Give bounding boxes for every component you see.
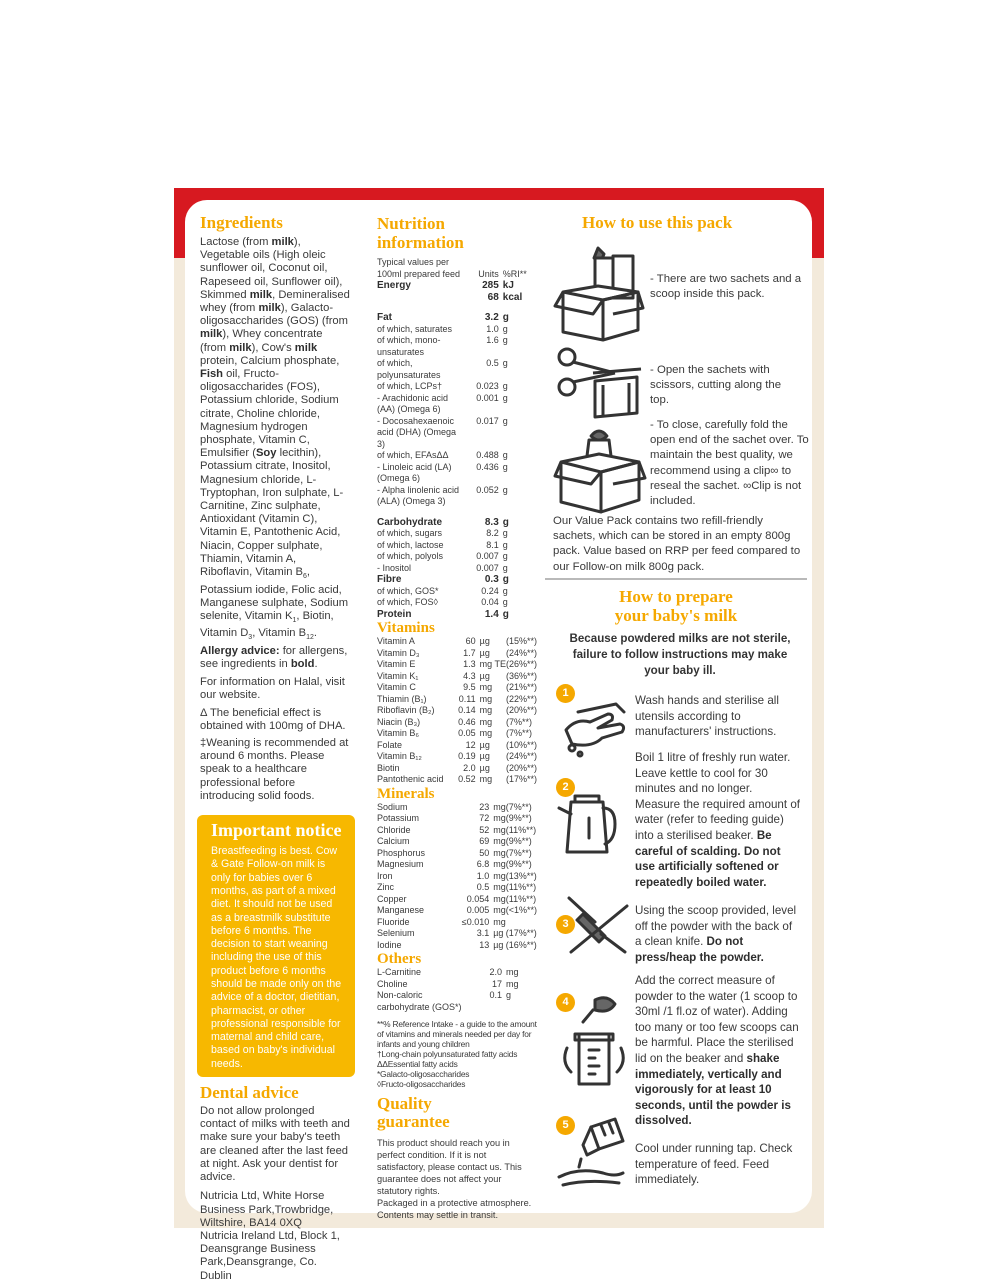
nutrient-value: 3.2 <box>465 303 503 324</box>
value-pack-text: Our Value Pack contains two refill-friendly sachets, which can be stored in an empty 800g pack. Value based on RRP per feed compared to our Follow-on milk 800g pack. <box>553 514 808 575</box>
nutrient-unit: g <box>503 393 537 416</box>
nutrient-unit: mg <box>493 848 506 860</box>
nutrient-label: Vitamin B₁₂ <box>377 751 458 763</box>
nutrient-ri: (11%**) <box>506 882 537 894</box>
left-column <box>200 214 350 1283</box>
nutrient-row <box>377 586 537 598</box>
nutrient-row <box>377 940 537 952</box>
nutrient-ri <box>506 917 537 929</box>
nutrient-value: 0.005 <box>462 905 493 917</box>
nutrient-ri: (7%**) <box>506 848 537 860</box>
nutrient-value: 8.1 <box>465 540 503 552</box>
nutrient-value: 0.3 <box>465 574 503 586</box>
address-ie: Nutricia Ireland Ltd, Block 1, Deansgrange Business Park,Deansgrange, Co. Dublin <box>200 1230 350 1283</box>
nutrient-row <box>377 882 537 894</box>
important-notice-title: Important notice <box>211 821 345 839</box>
nutrient-label: Chloride <box>377 825 462 837</box>
weaning-note: ‡Weaning is recommended at around 6 months. Please speak to a healthcare professional before introducing solid foods. <box>200 737 350 803</box>
nutrient-value: 0.24 <box>465 586 503 598</box>
nutrient-unit: g <box>503 540 537 552</box>
nutrient-ri: (21%**) <box>506 682 537 694</box>
use-step-2-text: - Open the sachets with scissors, cutting along the top. <box>650 363 800 409</box>
nutrient-unit: mg <box>480 682 506 694</box>
footnote-ri: **% Reference Intake - a guide to the amount of vitamins and minerals needed per day for infants and young children <box>377 1019 537 1049</box>
nutrient-row <box>377 979 537 991</box>
nutrient-unit: mg <box>480 705 506 717</box>
nutrient-row <box>377 659 537 671</box>
nutrient-unit: mg <box>493 813 506 825</box>
nutrient-ri: (11%**) <box>506 825 537 837</box>
nutrient-label: Vitamin E <box>377 659 458 671</box>
nutrient-row <box>377 740 537 752</box>
nutrient-row <box>377 928 537 940</box>
nutrition-title: Nutrition information <box>377 214 537 252</box>
nutrient-row <box>377 671 537 683</box>
nutrient-unit: mg <box>480 717 506 729</box>
nutrient-unit: g <box>503 416 537 451</box>
how-to-use-title: How to use this pack <box>582 214 732 231</box>
nutrient-row <box>377 774 537 786</box>
nutrient-unit: g <box>503 563 537 575</box>
nutrient-value: 72 <box>462 813 493 825</box>
nutrient-unit: mg TE <box>480 659 506 671</box>
nutrient-unit: µg <box>480 751 506 763</box>
use-step-1-text: - There are two sachets and a scoop inside this pack. <box>650 272 810 302</box>
nutrient-label: Fluoride <box>377 917 462 929</box>
nutrient-value: 13 <box>462 940 493 952</box>
nutrient-label: Zinc <box>377 882 462 894</box>
scissors-icon <box>553 343 643 423</box>
nutrient-unit: mg <box>493 859 506 871</box>
footnote-efa: ΔΔEssential fatty acids <box>377 1059 537 1069</box>
minerals-table <box>377 802 537 952</box>
nutrient-label: Vitamin A <box>377 636 458 648</box>
nutrient-value: 0.1 <box>465 990 506 1013</box>
nutrient-unit: kJ <box>503 280 537 292</box>
nutrient-row <box>377 763 537 775</box>
nutrient-unit: g <box>503 303 537 324</box>
kettle-icon <box>557 788 617 858</box>
nutrient-row <box>377 462 537 485</box>
nutrient-label: Vitamin K₁ <box>377 671 458 683</box>
nutrient-label: - Linoleic acid (LA) (Omega 6) <box>377 462 465 485</box>
nutrient-unit: mg <box>506 967 537 979</box>
nutrient-value: 50 <box>462 848 493 860</box>
nutrient-label: Niacin (B₃) <box>377 717 458 729</box>
nutrient-row <box>377 381 537 393</box>
nutrient-row <box>377 990 537 1013</box>
nutrient-label: of which, GOS* <box>377 586 465 598</box>
nutrient-label: Iron <box>377 871 462 883</box>
vitamins-table <box>377 636 537 786</box>
nutrient-label: - Inositol <box>377 563 465 575</box>
nutrient-ri: (20%**) <box>506 763 537 775</box>
nutrient-label: Biotin <box>377 763 458 775</box>
nutrient-unit: mg <box>493 871 506 883</box>
nutrition-table <box>377 257 537 620</box>
vitamins-title: Vitamins <box>377 621 537 636</box>
nutrient-value: 1.0 <box>465 324 503 336</box>
prepare-step-3-text: Using the scoop provided, level off the powder with the back of a clean knife. Do not press/heap the powder. <box>635 903 800 965</box>
nutrient-unit: mg <box>493 894 506 906</box>
nutrient-value: ≤0.010 <box>462 917 493 929</box>
nutrient-label: Thiamin (B₁) <box>377 694 458 706</box>
nutrient-unit: kcal <box>503 292 537 304</box>
nutrient-unit: mg <box>506 979 537 991</box>
nutrient-value: 1.6 <box>465 335 503 358</box>
nutrient-ri: (10%**) <box>506 740 537 752</box>
nutrient-value: 0.488 <box>465 450 503 462</box>
nutrient-row <box>377 894 537 906</box>
nutrient-unit: g <box>503 462 537 485</box>
beaker-scoop-icon <box>559 992 629 1092</box>
wash-hands-icon <box>558 690 630 760</box>
nutrient-ri: (11%**) <box>506 894 537 906</box>
back-panel <box>185 200 812 1213</box>
nutrient-value: 0.05 <box>458 728 480 740</box>
nutrient-value: 0.054 <box>462 894 493 906</box>
sachet-clip-icon <box>553 426 645 514</box>
nutrient-value: 2.0 <box>465 967 506 979</box>
nutrient-value: 0.436 <box>465 462 503 485</box>
nutrient-ri: (24%**) <box>506 648 537 660</box>
step-1-badge: 1 <box>556 684 575 703</box>
nutrient-label: Riboflavin (B₂) <box>377 705 458 717</box>
nutrient-value: 23 <box>462 802 493 814</box>
nutrient-row <box>377 528 537 540</box>
nutrient-label: Potassium <box>377 813 462 825</box>
nutrient-label: of which, mono-unsaturates <box>377 335 465 358</box>
nutrient-unit: g <box>503 381 537 393</box>
nutrient-label: - Alpha linolenic acid (ALA) (Omega 3) <box>377 485 465 508</box>
nutrient-ri: (9%**) <box>506 859 537 871</box>
nutrient-value: 1.3 <box>458 659 480 671</box>
nutrient-value: 52 <box>462 825 493 837</box>
nutrient-unit: µg <box>480 648 506 660</box>
nutrient-value: 0.52 <box>458 774 480 786</box>
nutrient-unit: g <box>506 990 537 1013</box>
prepare-step-5-text: Cool under running tap. Check temperature of feed. Feed immediately. <box>635 1141 800 1188</box>
ingredients-title: Ingredients <box>200 214 350 231</box>
nutrient-value: 12 <box>458 740 480 752</box>
nutrient-value: 0.052 <box>465 485 503 508</box>
halal-note: For information on Halal, visit our website. <box>200 676 350 702</box>
prepare-step-4-text: Add the correct measure of powder to the water (1 scoop to 30ml /1 fl.oz of water). Adding too many or too few scoops can be harmful. Place the sterilised lid on the beaker and shake immediately, vertically and vigorously for at least 10 seconds, until the powder is dissolved. <box>635 973 800 1129</box>
nutrient-label: Vitamin D₃ <box>377 648 458 660</box>
nutrient-row <box>377 859 537 871</box>
nutrient-label: of which, LCPs† <box>377 381 465 393</box>
nutrient-value: 68 <box>465 292 503 304</box>
nutrient-row <box>377 717 537 729</box>
nutrient-label: Sodium <box>377 802 462 814</box>
nutrient-row <box>377 416 537 451</box>
nutrient-value: 1.7 <box>458 648 480 660</box>
important-notice-box <box>197 815 355 1077</box>
nutrient-value: 60 <box>458 636 480 648</box>
nutrient-value: 0.007 <box>465 563 503 575</box>
nutrient-unit: µg <box>480 636 506 648</box>
nutrient-value: 285 <box>465 280 503 292</box>
nutrient-row <box>377 648 537 660</box>
nutrient-row <box>377 335 537 358</box>
nutrient-unit: mg <box>493 882 506 894</box>
nutrient-value: 0.017 <box>465 416 503 451</box>
nutrition-header: Typical values per 100ml prepared feed Units %RI** <box>377 257 537 280</box>
nutrient-label: of which, polyunsaturates <box>377 358 465 381</box>
nutrient-label: Copper <box>377 894 462 906</box>
middle-column <box>377 214 537 1221</box>
nutrient-row <box>377 485 537 508</box>
nutrient-row <box>377 848 537 860</box>
nutrient-ri: (36%**) <box>506 671 537 683</box>
nutrient-row <box>377 682 537 694</box>
nutrient-ri: (17%**) <box>506 928 537 940</box>
nutrient-unit: g <box>503 485 537 508</box>
nutrient-unit: mg <box>480 728 506 740</box>
ingredients-text: Lactose (from milk), Vegetable oils (High oleic sunflower oil, Coconut oil, Rapeseed oil, Sunflower oil), Skimmed milk, Demineralised whey (from milk), Galacto-oligosaccharides (GOS) (from milk), Whey concentrate (from milk), Cow's milk protein, Calcium phosphate, Fish oil, Fructo-oligosaccharides (FOS), Potassium chloride, Sodium citrate, Choline chloride, Magnesium hydrogen phosphate, Vitamin C, Emulsifier (Soy lecithin), Potassium citrate, Inositol, Magnesium chloride, L-Tryptophan, Iron sulphate, L-Carnitine, Zinc sulphate, Antioxidant (Vitamin C), Vitamin E, Pantothenic Acid, Niacin, Copper sulphate, Thiamin, Vitamin A, Riboflavin, Vitamin $B_6$, Potassium iodide, Folic acid, Manganese sulphate, Sodium selenite, Vitamin $K_1$, Biotin, Vitamin $D_3$, Vitamin $B_{12}$. Allergy advice: for allergens, see ingredients in bold. <box>200 236 350 671</box>
nutrient-row <box>377 292 537 304</box>
nutrient-ri: (16%**) <box>506 940 537 952</box>
footnote-fos: ◊Fructo-oligosaccharides <box>377 1079 537 1089</box>
quality-text-1: This product should reach you in perfect condition. If it is not satisfactory, please contact us. This guarantee does not affect your statutory rights. <box>377 1137 537 1197</box>
nutrient-label: Fat <box>377 303 465 324</box>
nutrient-label: Choline <box>377 979 465 991</box>
dha-note: Δ The beneficial effect is obtained with 100mg of DHA. <box>200 707 350 733</box>
nutrition-footnotes <box>377 1019 537 1089</box>
nutrient-label: Protein <box>377 609 465 621</box>
footnote-lcp: †Long-chain polyunsaturated fatty acids <box>377 1049 537 1059</box>
footnote-gos: *Galacto-oligosaccharides <box>377 1069 537 1079</box>
nutrient-value: 8.2 <box>465 528 503 540</box>
nutrient-unit: g <box>503 450 537 462</box>
nutrient-label: Manganese <box>377 905 462 917</box>
nutrient-row <box>377 836 537 848</box>
nutrient-unit: g <box>503 609 537 621</box>
others-table <box>377 967 537 1013</box>
nutrient-row <box>377 917 537 929</box>
box-sachets-icon <box>553 240 643 345</box>
minerals-title: Minerals <box>377 787 537 802</box>
nutrient-row <box>377 551 537 563</box>
nutrient-value: 0.14 <box>458 705 480 717</box>
nutrient-unit: g <box>503 324 537 336</box>
others-title: Others <box>377 952 537 967</box>
nutrient-row <box>377 636 537 648</box>
nutrient-row <box>377 728 537 740</box>
nutrient-value: 8.3 <box>465 508 503 529</box>
nutrient-row <box>377 280 537 292</box>
nutrient-row <box>377 871 537 883</box>
nutrient-row <box>377 967 537 979</box>
nutrient-label: - Docosahexaenoic acid (DHA) (Omega 3) <box>377 416 465 451</box>
nutrient-unit: g <box>503 358 537 381</box>
how-to-prepare-title: How to prepare your baby's milk <box>545 587 807 625</box>
bottle-wrist-icon <box>557 1115 627 1190</box>
nutrient-row <box>377 324 537 336</box>
nutrient-row <box>377 563 537 575</box>
nutrient-label: Carbohydrate <box>377 508 465 529</box>
nutrient-label: of which, EFAsΔΔ <box>377 450 465 462</box>
nutrient-label: of which, lactose <box>377 540 465 552</box>
nutrient-label: Calcium <box>377 836 462 848</box>
nutrient-value: 69 <box>462 836 493 848</box>
nutrient-unit: mg <box>493 836 506 848</box>
nutrient-row <box>377 303 537 324</box>
nutrient-value: 0.04 <box>465 597 503 609</box>
nutrient-label: Non-caloric carbohydrate (GOS*) <box>377 990 465 1013</box>
step-2-badge: 2 <box>556 778 575 797</box>
nutrient-row <box>377 825 537 837</box>
nutrient-label: Iodine <box>377 940 462 952</box>
nutrient-value: 0.007 <box>465 551 503 563</box>
nutrient-row <box>377 751 537 763</box>
nutrient-value: 0.46 <box>458 717 480 729</box>
nutrient-unit: µg <box>493 928 506 940</box>
step-4-badge: 4 <box>556 993 575 1012</box>
quality-title: Quality guarantee <box>377 1095 537 1131</box>
nutrient-row <box>377 694 537 706</box>
nutrient-label <box>377 292 465 304</box>
nutrient-row <box>377 358 537 381</box>
step-3-badge: 3 <box>556 915 575 934</box>
nutrient-ri: (9%**) <box>506 836 537 848</box>
nutrient-ri: (7%**) <box>506 802 537 814</box>
nutrient-unit: mg <box>493 905 506 917</box>
nutrient-unit: g <box>503 551 537 563</box>
nutrient-unit: µg <box>493 940 506 952</box>
nutrient-label: of which, sugars <box>377 528 465 540</box>
nutrient-ri: (<1%**) <box>506 905 537 917</box>
address-uk: Nutricia Ltd, White Horse Business Park,Trowbridge, Wiltshire, BA14 0XQ <box>200 1190 350 1230</box>
dental-text: Do not allow prolonged contact of milks with teeth and make sure your baby's teeth are cleaned after the last feed at night. Ask your dentist for advice. <box>200 1105 350 1184</box>
nutrient-ri: (20%**) <box>506 705 537 717</box>
nutrient-value: 6.8 <box>462 859 493 871</box>
section-divider <box>545 578 807 580</box>
nutrient-value: 0.001 <box>465 393 503 416</box>
nutrient-value: 2.0 <box>458 763 480 775</box>
nutrient-row <box>377 574 537 586</box>
nutrient-row <box>377 450 537 462</box>
knife-scoop-icon <box>561 892 631 962</box>
nutrient-unit: mg <box>493 825 506 837</box>
nutrient-unit: mg <box>493 917 506 929</box>
nutrient-row <box>377 813 537 825</box>
prepare-step-2-text: Boil 1 litre of freshly run water. Leave kettle to cool for 30 minutes and no longer. Measure the required amount of water (refer to feeding guide) into a sterilised beaker. Be careful of scalding. Do not use artificially softened or repeatedly boiled water. <box>635 750 800 890</box>
nutrient-label: Fibre <box>377 574 465 586</box>
nutrient-unit: g <box>503 586 537 598</box>
nutrient-unit: g <box>503 574 537 586</box>
nutrient-ri: (7%**) <box>506 717 537 729</box>
nutrient-unit: µg <box>480 763 506 775</box>
nutrient-label: - Arachidonic acid (AA) (Omega 6) <box>377 393 465 416</box>
step-5-badge: 5 <box>556 1116 575 1135</box>
nutrient-value: 1.0 <box>462 871 493 883</box>
nutrient-ri: (13%**) <box>506 871 537 883</box>
nutrient-row <box>377 393 537 416</box>
nutrient-ri: (17%**) <box>506 774 537 786</box>
nutrient-value: 0.19 <box>458 751 480 763</box>
nutrient-label: Vitamin B₆ <box>377 728 458 740</box>
nutrient-row <box>377 609 537 621</box>
nutrient-unit: g <box>503 508 537 529</box>
nutrient-unit: µg <box>480 740 506 752</box>
quality-text-2: Packaged in a protective atmosphere. Contents may settle in transit. <box>377 1197 537 1221</box>
nutrient-value: 0.11 <box>458 694 480 706</box>
nutrient-label: L-Carnitine <box>377 967 465 979</box>
right-column <box>545 200 807 1213</box>
nutrient-label: Selenium <box>377 928 462 940</box>
nutrient-unit: g <box>503 597 537 609</box>
nutrient-value: 1.4 <box>465 609 503 621</box>
nutrient-label: of which, saturates <box>377 324 465 336</box>
nutrient-unit: g <box>503 335 537 358</box>
nutrient-label: of which, polyols <box>377 551 465 563</box>
nutrient-label: Pantothenic acid <box>377 774 458 786</box>
nutrient-value: 0.5 <box>465 358 503 381</box>
nutrient-label: Energy <box>377 280 465 292</box>
nutrient-ri: (7%**) <box>506 728 537 740</box>
nutrient-row <box>377 905 537 917</box>
nutrient-unit: mg <box>480 694 506 706</box>
nutrient-row <box>377 802 537 814</box>
prepare-step-1-text: Wash hands and sterilise all utensils according to manufacturers' instructions. <box>635 693 800 740</box>
prepare-warning: Because powdered milks are not sterile, failure to follow instructions may make your baby ill. <box>565 631 795 679</box>
important-notice-text: Breastfeeding is best. Cow & Gate Follow-on milk is only for babies over 6 months, as part of a mixed diet. It should not be used as a breastmilk substitute before 6 months. The decision to start weaning including the use of this product before 6 months should be made only on the advice of a doctor, dietitian, pharmacist, or other professional responsible for maternal and child care, based on baby's individual needs. <box>211 845 345 1071</box>
nutrient-label: Magnesium <box>377 859 462 871</box>
nutrient-row <box>377 705 537 717</box>
nutrient-ri: (15%**) <box>506 636 537 648</box>
nutrient-unit: mg <box>480 774 506 786</box>
nutrient-unit: g <box>503 528 537 540</box>
nutrient-label: Folate <box>377 740 458 752</box>
nutrient-ri: (26%**) <box>506 659 537 671</box>
nutrient-label: of which, FOS◊ <box>377 597 465 609</box>
dental-title: Dental advice <box>200 1084 350 1101</box>
nutrient-value: 0.023 <box>465 381 503 393</box>
use-step-3-text: - To close, carefully fold the open end of the sachet over. To maintain the best quality, we recommend using a clip∞ to reseal the sachet. ∞Clip is not included. <box>650 418 810 509</box>
nutrient-unit: mg <box>493 802 506 814</box>
nutrient-row <box>377 540 537 552</box>
nutrient-label: Phosphorus <box>377 848 462 860</box>
nutrient-ri: (9%**) <box>506 813 537 825</box>
nutrient-value: 3.1 <box>462 928 493 940</box>
nutrient-unit: µg <box>480 671 506 683</box>
nutrient-row <box>377 597 537 609</box>
nutrient-ri: (24%**) <box>506 751 537 763</box>
nutrient-value: 4.3 <box>458 671 480 683</box>
nutrient-ri: (22%**) <box>506 694 537 706</box>
nutrient-value: 0.5 <box>462 882 493 894</box>
nutrient-value: 9.5 <box>458 682 480 694</box>
nutrient-value: 17 <box>465 979 506 991</box>
nutrient-label: Vitamin C <box>377 682 458 694</box>
nutrient-row <box>377 508 537 529</box>
